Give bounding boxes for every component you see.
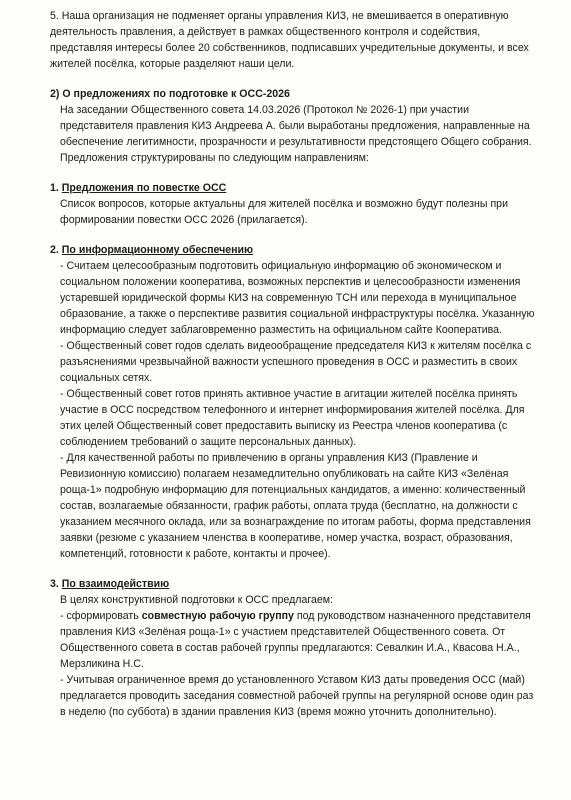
item-2-bullet-2: - Общественный совет годов сделать видеообращение председателя КИЗ к жителям посёлка с разъяснениями чрезвычайной важности успешного проведения в ОСС и разместить в своих социальных сетях. [60,340,532,384]
item-2-bullet-1: - Считаем целесообразным подготовить официальную информацию об экономическом и социальном положении кооператива, возможных перспектив и целесообразности изменения устаревшей юридической формы КИЗ на современную ТСН или перехода в муниципальное образование, а также о перспективе развития социальной инфраструктуры посёлка. Указанную информацию следует заблаговременно разместить на официальном сайте Кооператива. [60,260,535,336]
item-2-bullet-4: - Для качественной работы по привлечению в органы управления КИЗ (Правление и Ревизионную комиссию) полагаем незамедлительно опубликовать на сайте КИЗ «Зелёная роща-1» подробную информацию для потенциальных кандидатов, а именно: количественный состав, возлагаемые обязанности, график работы, оплата труда (бесплатно, на должности с указанием месячного оклада, или за вознаграждение по итогам работы, форма представления заявки (резюме с указанием членства в кооперативе, номер участка, возраст, образования, компетенций, готовности к работе, контакты и прочее). [60,452,531,560]
item-3-intro: В целях конструктивной подготовки к ОСС предлагаем: [60,594,333,606]
paragraph-5: 5. Наша организация не подменяет органы управления КИЗ, не вмешивается в оперативную деятельность правления, а действует в рамках общественного контроля и содействия, представляя интересы более 20 собственников, подписавших учредительные документы, и всех жителей посёлка, которые разделяют наши цели. [50,10,529,70]
item-3-title: По взаимодействию [61,578,170,590]
item-2-bullet-3: - Общественный совет готов принять активное участие в агитации жителей посёлка принять участие в ОСС посредством телефонного и интернет информирования жителей посёлка. Для этих целей Общественный совет предоставить выписку из Реестра членов кооператива (с соблюдением требований о защите персональных данных). [60,388,525,448]
item-3-bullet-2: - Учитывая ограниченное время до установленного Уставом КИЗ даты проведения ОСС (май) предлагается проводить заседания совместной рабочей группы на регулярной основе один раз в неделю (по суббота) в здании правления КИЗ (время можно уточнить дополнительно). [60,674,534,718]
item-3-number: 3. [50,578,59,590]
item-1-title: Предложения по повестке ОСС [61,182,227,194]
working-group-emphasis: совместную рабочую группу [141,610,294,622]
item-3-bullet-1-start: - сформировать [60,610,142,622]
item-3-heading [50,576,537,592]
item-3-bullet-1 [50,608,537,672]
section-2-heading: 2) О предложениях по подготовке к ОСС-2026 [50,88,290,100]
item-2-number: 2. [50,244,59,256]
item-1-number: 1. [50,182,59,194]
item-2-title: По информационному обеспечению [61,244,254,256]
item-1-text: Список вопросов, которые актуальны для жителей посёлка и возможно будут полезны при формировании повестки ОСС 2026 (прилагается). [60,198,508,226]
item-2-heading [50,242,537,258]
item-3-bullet-1-rest: под руководством назначенного представителя правления КИЗ «Зелёная роща-1» с участием представителей Общественного совета. От Общественного совета в состав рабочей группы предлагаются: Севалкин И.А., Квасова Н.А., Мерзликина Н.С. [60,610,531,670]
section-2-intro: На заседании Общественного совета 14.03.2026 (Протокол № 2026-1) при участии представителя правления КИЗ Андреева А. были выработаны предложения, направленные на обеспечение легитимности, прозрачности и результативности предстоящего Общего собрания. Предложения структурированы по следующим направлениям: [60,104,532,164]
item-1-heading [50,180,537,196]
